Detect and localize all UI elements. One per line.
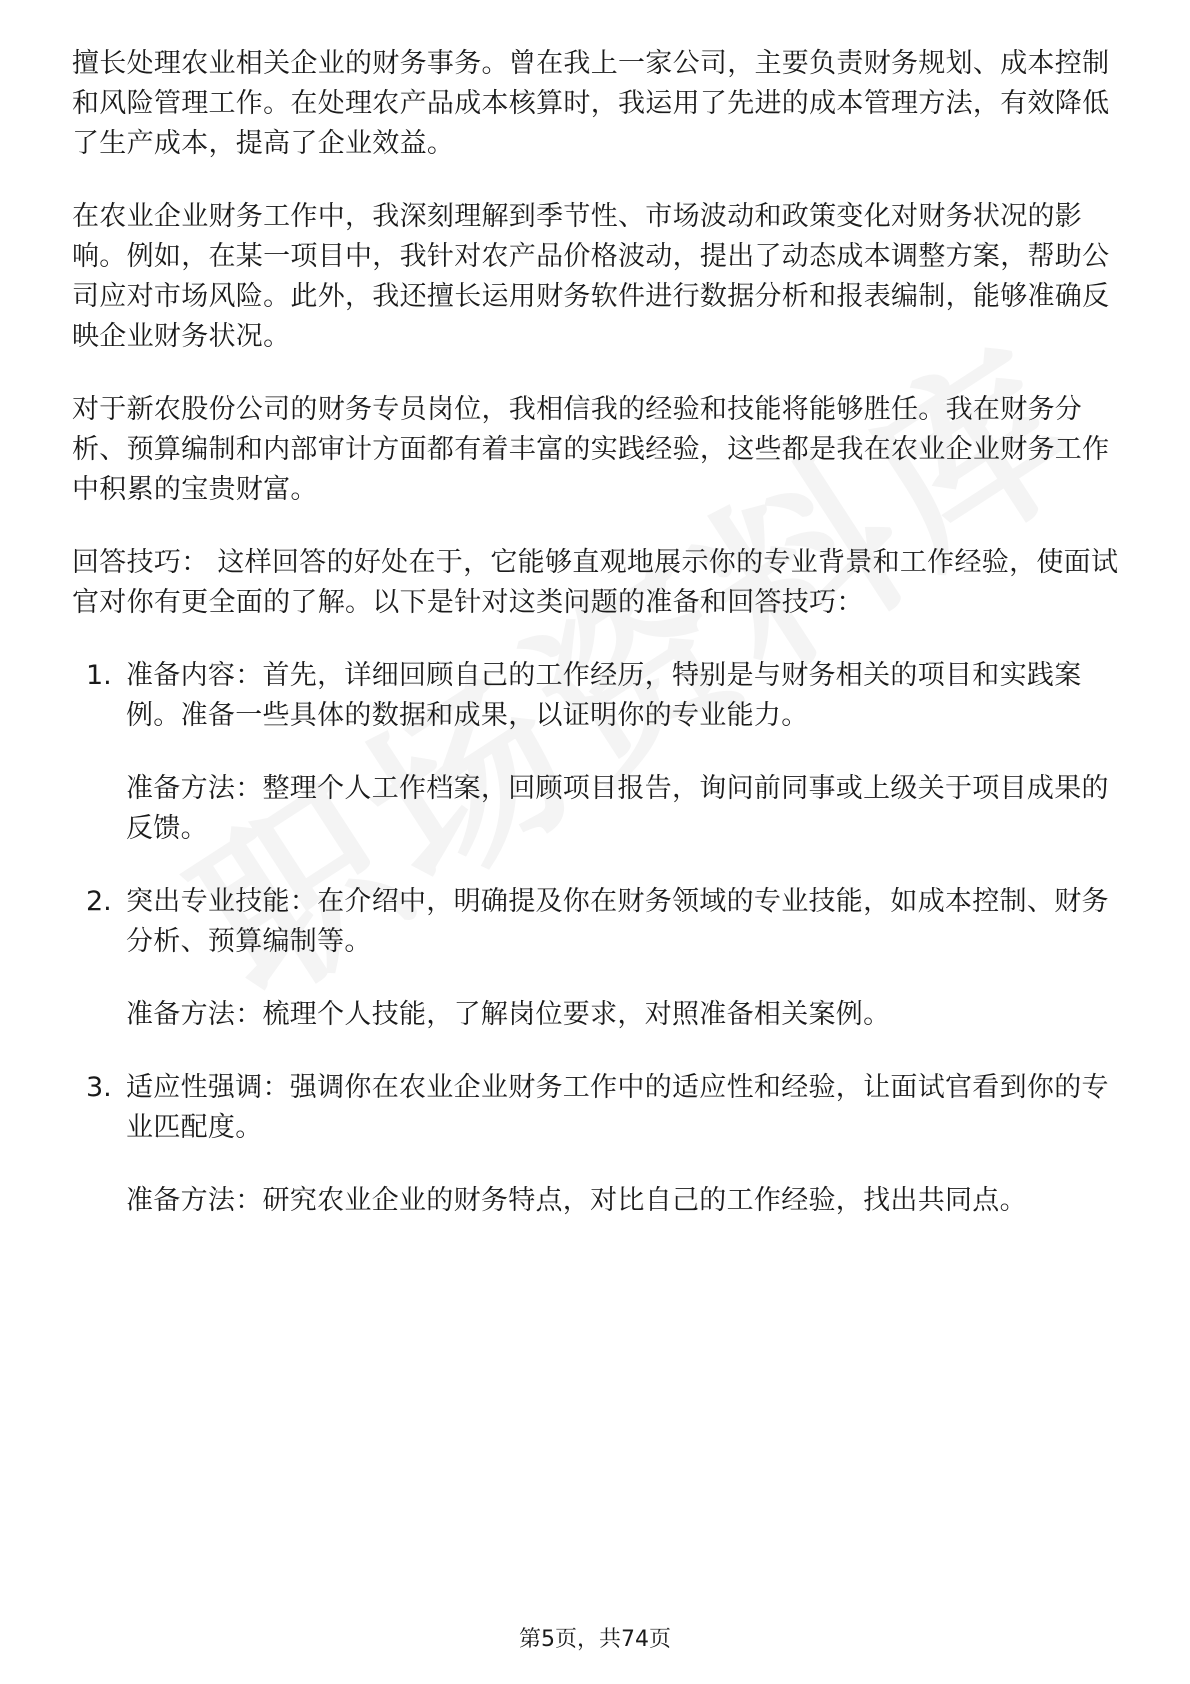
paragraph: 在农业企业财务工作中，我深刻理解到季节性、市场波动和政策变化对财务状况的影响。例如，在某一项目中，我针对农产品价格波动，提出了动态成本调整方案，帮助公司应对市场风险。此外，我还擅长运用财务软件进行数据分析和报表编制，能够准确反映企业财务状况。 [72, 201, 1110, 352]
list-item-method: 准备方法：梳理个人技能，了解岗位要求，对照准备相关案例。 [126, 999, 891, 1030]
list-number: 3. [86, 1072, 112, 1103]
tips-list [72, 656, 1122, 1221]
list-item-text: 突出专业技能：在介绍中，明确提及你在财务领域的专业技能，如成本控制、财务分析、预算编制等。 [126, 886, 1109, 957]
list-item-method: 准备方法：研究农业企业的财务特点，对比自己的工作经验，找出共同点。 [126, 1185, 1027, 1216]
list-item [72, 882, 1122, 1035]
list-number: 2. [86, 886, 112, 917]
list-item [72, 656, 1122, 849]
list-item-text: 适应性强调：强调你在农业企业财务工作中的适应性和经验，让面试官看到你的专业匹配度。 [126, 1072, 1109, 1143]
paragraph: 擅长处理农业相关企业的财务事务。曾在我上一家公司，主要负责财务规划、成本控制和风险管理工作。在处理农产品成本核算时，我运用了先进的成本管理方法，有效降低了生产成本，提高了企业效益。 [72, 48, 1110, 159]
document-body [72, 44, 1122, 1254]
page-number: 第5页，共74页 [519, 1627, 671, 1652]
list-item-method: 准备方法：整理个人工作档案，回顾项目报告，询问前同事或上级关于项目成果的反馈。 [126, 773, 1109, 844]
paragraph: 对于新农股份公司的财务专员岗位，我相信我的经验和技能将能够胜任。我在财务分析、预算编制和内部审计方面都有着丰富的实践经验，这些都是我在农业企业财务工作中积累的宝贵财富。 [72, 394, 1110, 505]
list-item-text: 准备内容：首先，详细回顾自己的工作经历，特别是与财务相关的项目和实践案例。准备一些具体的数据和成果，以证明你的专业能力。 [126, 660, 1082, 731]
list-number: 1. [86, 660, 112, 691]
page-footer [0, 1625, 1190, 1655]
list-item [72, 1068, 1122, 1221]
paragraph: 回答技巧： 这样回答的好处在于，它能够直观地展示你的专业背景和工作经验，使面试官对你有更全面的了解。以下是针对这类问题的准备和回答技巧： [72, 547, 1119, 618]
